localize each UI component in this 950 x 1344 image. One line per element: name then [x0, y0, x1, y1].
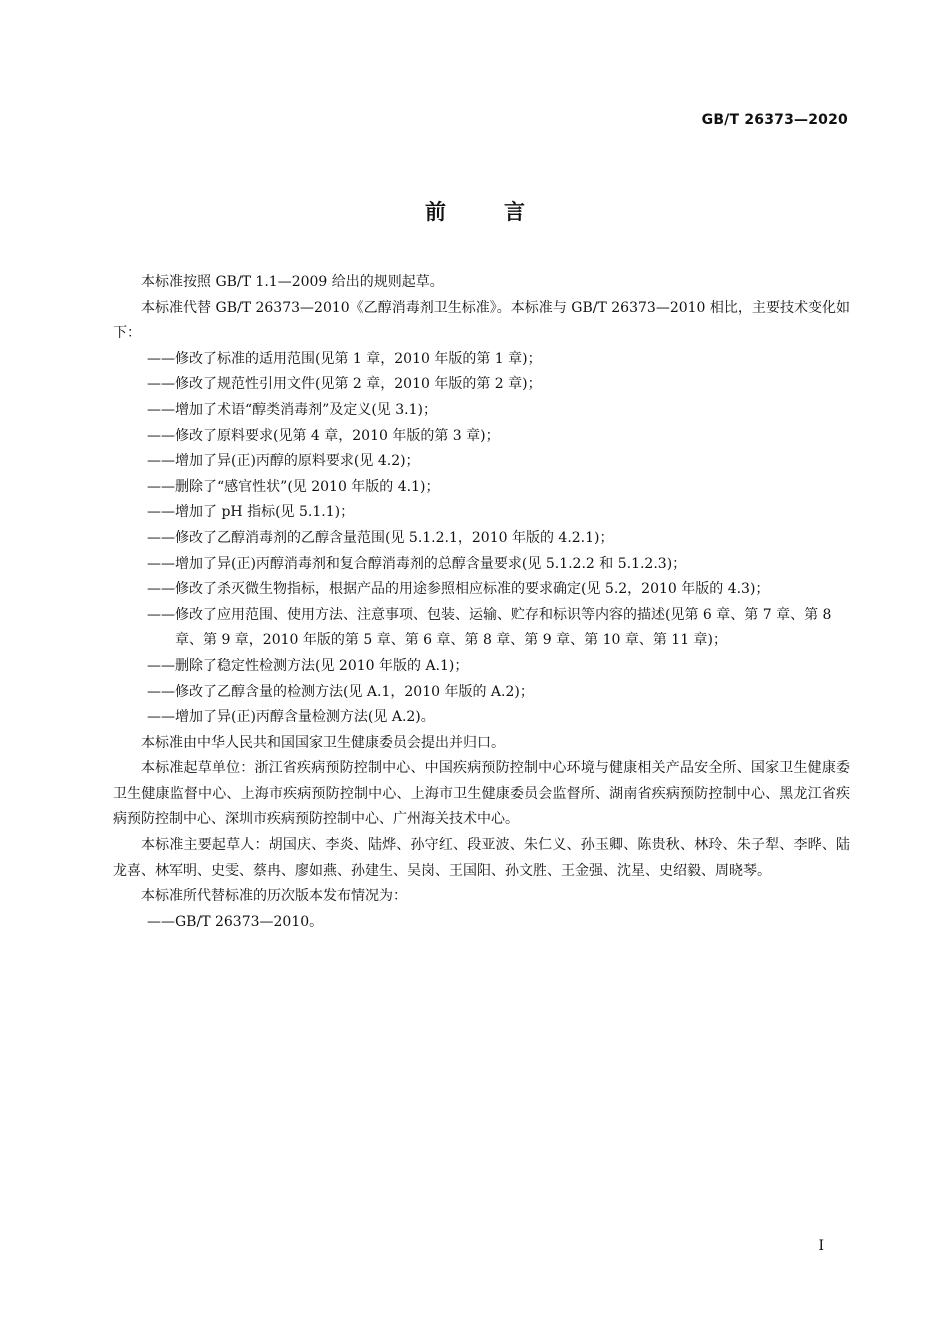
list-item: ——修改了应用范围、使用方法、注意事项、包装、运输、贮存和标识等内容的描述(见第 6 章、第 7 章、第 8 章、第 9 章，2010 年版的第 5 章、第 6 章、第 8 章、第 9 章、第 10 章、第 11 章)； — [147, 606, 832, 649]
history-list — [113, 910, 850, 936]
foreword-body — [113, 270, 850, 935]
paragraph-history: 本标准所代替标准的历次版本发布情况为： — [141, 888, 407, 905]
list-item: ——增加了异(正)丙醇含量检测方法(见 A.2)。 — [147, 709, 435, 726]
list-item: ——删除了“感官性状”(见 2010 年版的 4.1)； — [147, 478, 440, 495]
list-item: ——增加了 pH 指标(见 5.1.1)； — [147, 504, 355, 521]
paragraph-replacement: 本标准代替 GB/T 26373—2010《乙醇消毒剂卫生标准》。本标准与 GB/T 26373—2010 相比，主要技术变化如下： — [113, 299, 850, 342]
list-item: ——增加了术语“醇类消毒剂”及定义(见 3.1)； — [147, 401, 437, 418]
paragraph-proposer: 本标准由中华人民共和国国家卫生健康委员会提出并归口。 — [141, 734, 505, 751]
list-item: ——修改了杀灭微生物指标，根据产品的用途参照相应标准的要求确定(见 5.2，2010 年版的 4.3)； — [147, 581, 770, 598]
list-item: ——GB/T 26373—2010。 — [147, 913, 324, 930]
paragraph-drafting-rules: 本标准按照 GB/T 1.1—2009 给出的规则起草。 — [141, 274, 444, 290]
list-item: ——修改了乙醇消毒剂的乙醇含量范围(见 5.1.2.1，2010 年版的 4.2.1)； — [147, 529, 614, 546]
page-title: 前言 — [425, 200, 583, 224]
page-number: I — [818, 1238, 824, 1254]
list-item: ——修改了标准的适用范围(见第 1 章，2010 年版的第 1 章)； — [147, 350, 542, 367]
list-item: ——修改了规范性引用文件(见第 2 章，2010 年版的第 2 章)； — [147, 376, 542, 393]
list-item: ——修改了乙醇含量的检测方法(见 A.1，2010 年版的 A.2)； — [147, 683, 534, 700]
list-item: ——删除了稳定性检测方法(见 2010 年版的 A.1)； — [147, 657, 469, 674]
standard-code: GB/T 26373—2020 — [701, 112, 848, 128]
paragraph-drafters: 本标准主要起草人：胡国庆、李炎、陆烨、孙守红、段亚波、朱仁义、孙玉卿、陈贵秋、林玲、朱子犁、李晔、陆龙喜、林军明、史雯、蔡冉、廖如燕、孙建生、吴岗、王国阳、孙文胜、王金强、沈星、史绍毅、周晓琴。 — [113, 837, 850, 879]
list-item: ——修改了原料要求(见第 4 章，2010 年版的第 3 章)； — [147, 427, 500, 444]
list-item: ——增加了异(正)丙醇的原料要求(见 4.2)； — [147, 453, 420, 470]
paragraph-drafting-units: 本标准起草单位：浙江省疾病预防控制中心、中国疾病预防控制中心环境与健康相关产品安全所、国家卫生健康委卫生健康监督中心、上海市疾病预防控制中心、上海市卫生健康委员会监督所、湖南省疾病预防控制中心、黑龙江省疾病预防控制中心、深圳市疾病预防控制中心、广州海关技术中心。 — [113, 760, 850, 828]
changes-list — [113, 347, 850, 731]
list-item: ——增加了异(正)丙醇消毒剂和复合醇消毒剂的总醇含量要求(见 5.1.2.2 和 5.1.2.3)； — [147, 555, 687, 572]
